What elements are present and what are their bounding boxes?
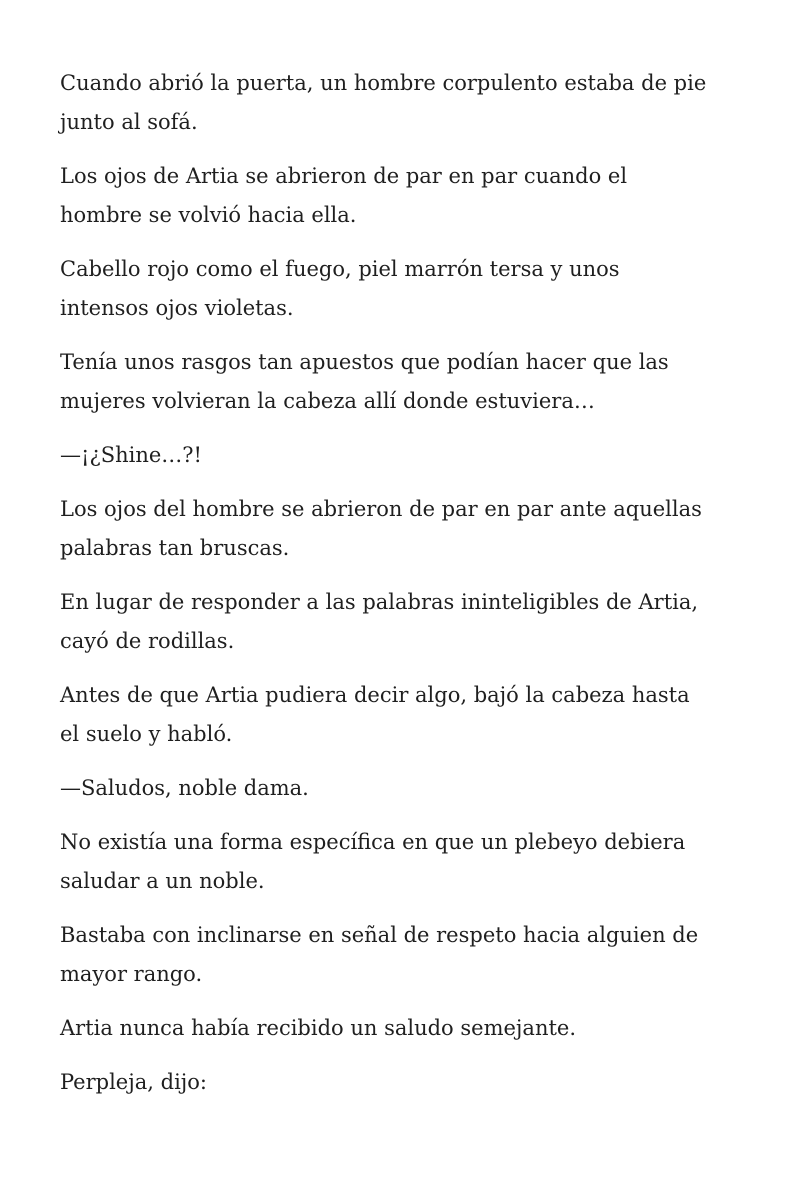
- paragraph: No existía una forma específica en que un plebeyo debiera saludar a un noble.: [60, 830, 686, 893]
- paragraph: Bastaba con inclinarse en señal de respeto hacia alguien de mayor rango.: [60, 923, 699, 986]
- paragraph: Los ojos del hombre se abrieron de par en par ante aquellas palabras tan bruscas.: [60, 497, 702, 560]
- paragraph: Antes de que Artia pudiera decir algo, bajó la cabeza hasta el suelo y habló.: [60, 683, 690, 746]
- paragraph: Perpleja, dijo:: [60, 1070, 208, 1094]
- paragraph: Artia nunca había recibido un saludo semejante.: [60, 1016, 577, 1040]
- paragraph: Cabello rojo como el fuego, piel marrón tersa y unos intensos ojos violetas.: [60, 257, 620, 320]
- dialogue-line: —Saludos, noble dama.: [60, 776, 309, 800]
- paragraph: Tenía unos rasgos tan apuestos que podían hacer que las mujeres volvieran la cabeza allí donde estuviera…: [60, 350, 669, 413]
- paragraph: En lugar de responder a las palabras ininteligibles de Artia, cayó de rodillas.: [60, 590, 699, 653]
- paragraph: Los ojos de Artia se abrieron de par en par cuando el hombre se volvió hacia ella.: [60, 164, 628, 227]
- dialogue-line: —¡¿Shine…?!: [60, 443, 202, 467]
- paragraph: Cuando abrió la puerta, un hombre corpulento estaba de pie junto al sofá.: [60, 71, 707, 134]
